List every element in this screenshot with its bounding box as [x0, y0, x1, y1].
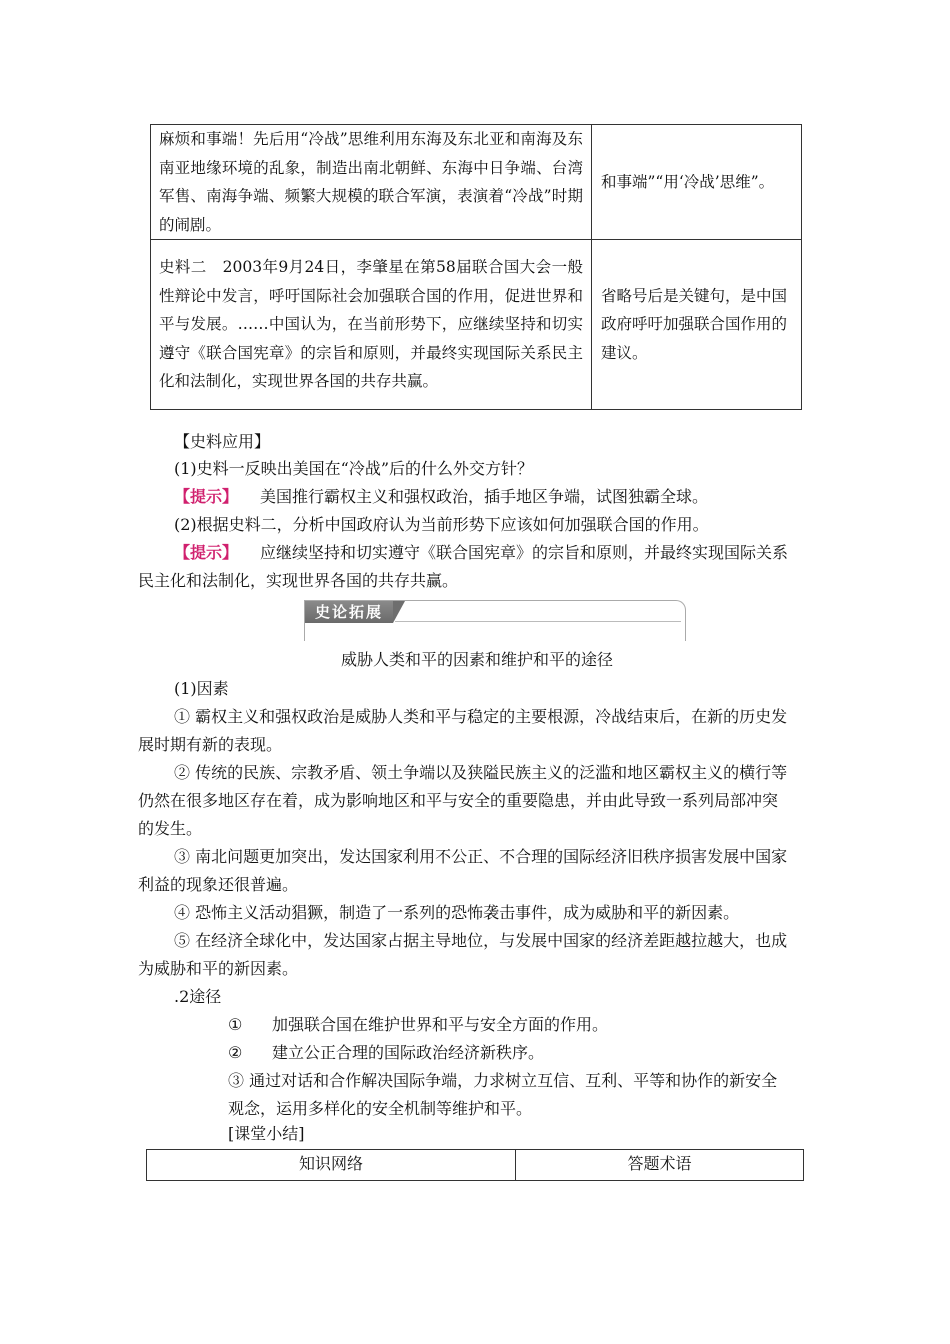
source-table	[150, 124, 802, 410]
tip-label: 【提示】	[174, 487, 239, 506]
annotation-cell: 省略号后是关键句，是中国政府呼吁加强联合国作用的建议。	[592, 240, 802, 410]
factor-item: ④ 恐怖主义活动猖獗，制造了一系列的恐怖袭击事件，成为威胁和平的新因素。	[174, 903, 740, 922]
annotation-cell: 和事端”“用‘冷战’思维”。	[592, 125, 802, 240]
source-text-cell: 麻烦和事端！先后用“冷战”思维利用东海及东北亚和南海及东南亚地缘环境的乱象，制造出南北朝鲜、东海中日争端、台湾军售、南海争端、频繁大规模的联合军演，表演着“冷战”时期的闹剧。	[151, 125, 592, 240]
factor-item: ⑤ 在经济全球化中，发达国家占据主导地位，与发展中国家的经济差距越拉越大，也成	[174, 931, 788, 950]
summary-table	[146, 1149, 804, 1181]
factor-item-cont: 的发生。	[138, 819, 203, 838]
factors-heading: (1)因素	[174, 679, 229, 698]
factor-item: ② 传统的民族、宗教矛盾、领土争端以及狭隘民族主义的泛滥和地区霸权主义的横行等	[174, 763, 788, 782]
answer-2-cont: 民主化和法制化，实现世界各国的共存共赢。	[138, 571, 459, 590]
answer-2	[138, 539, 852, 567]
factor-item: ① 霸权主义和强权政治是威胁人类和平与稳定的主要根源，冷战结束后，在新的历史发	[174, 707, 788, 726]
way-item: 建立公正合理的国际政治经济新秩序。	[272, 1043, 545, 1062]
question-1: (1)史料一反映出美国在“冷战”后的什么外交方针？	[174, 459, 534, 478]
answer-1	[138, 483, 852, 511]
column-header: 答题术语	[516, 1150, 804, 1181]
section-heading: 【史料应用】	[174, 432, 271, 451]
answer-1-text: 美国推行霸权主义和强权政治，插手地区争端，试图独霸全球。	[260, 487, 709, 506]
summary-heading: [课堂小结]	[228, 1124, 305, 1143]
answer-2-text: 应继续坚持和切实遵守《联合国宪章》的宗旨和原则，并最终实现国际关系	[260, 543, 789, 562]
table-row	[147, 1150, 804, 1181]
factor-item-cont: 利益的现象还很普遍。	[138, 875, 299, 894]
factor-item-cont: 为威胁和平的新因素。	[138, 959, 299, 978]
ways-heading: .2途径	[174, 987, 222, 1006]
way-number: ①	[228, 1015, 243, 1034]
factor-item: ③ 南北问题更加突出，发达国家利用不公正、不合理的国际经济旧秩序损害发展中国家	[174, 847, 788, 866]
banner-rule	[395, 621, 681, 622]
table-row	[151, 240, 802, 410]
way-item-cont: 观念，运用多样化的安全机制等维护和平。	[228, 1099, 533, 1118]
tip-label: 【提示】	[174, 543, 239, 562]
question-2: (2)根据史料二，分析中国政府认为当前形势下应该如何加强联合国的作用。	[174, 515, 709, 534]
way-item: 加强联合国在维护世界和平与安全方面的作用。	[272, 1015, 609, 1034]
factor-item-cont: 展时期有新的表现。	[138, 735, 283, 754]
banner-label: 史论拓展	[305, 601, 393, 623]
source-text-cell: 史料二 2003年9月24日，李肇星在第58届联合国大会一般性辩论中发言，呼吁国际社会加强联合国的作用，促进世界和平与发展。……中国认为，在当前形势下，应继续坚持和切实遵守《联合国宪章》的宗旨和原则，并最终实现国际关系民主化和法制化，实现世界各国的共存共赢。	[151, 240, 592, 410]
column-header: 知识网络	[147, 1150, 516, 1181]
section-banner	[304, 600, 686, 641]
way-number: ②	[228, 1043, 243, 1062]
table-row	[151, 125, 802, 240]
way-item: ③ 通过对话和合作解决国际争端，力求树立互信、互利、平等和协作的新安全	[228, 1071, 778, 1090]
factor-item-cont: 仍然在很多地区存在着，成为影响地区和平与安全的重要隐患，并由此导致一系列局部冲突	[138, 791, 779, 810]
section-title: 威胁人类和平的因素和维护和平的途径	[340, 650, 613, 669]
